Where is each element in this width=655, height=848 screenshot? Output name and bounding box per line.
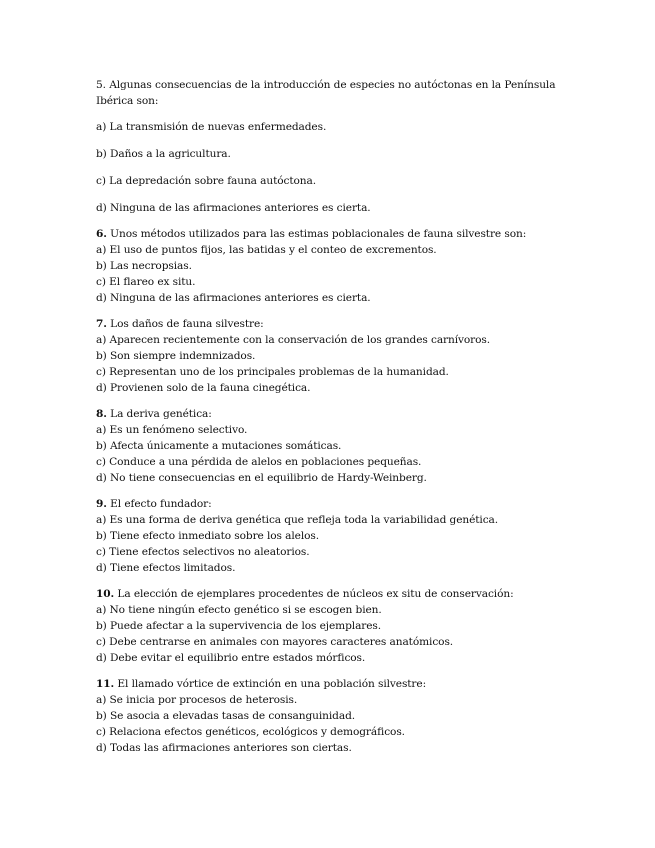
option-b: b) Puede afectar a la supervivencia de los ejemplares. bbox=[96, 620, 382, 632]
option-b: b) Afecta únicamente a mutaciones somáticas. bbox=[96, 440, 342, 452]
option-a: a) El uso de puntos fijos, las batidas y el conteo de excrementos. bbox=[96, 244, 437, 256]
option-c: c) Tiene efectos selectivos no aleatorios. bbox=[96, 546, 310, 558]
question-number: 11. bbox=[96, 678, 115, 690]
question-stem: Los daños de fauna silvestre: bbox=[110, 318, 264, 330]
question-6 bbox=[96, 226, 566, 306]
option-d: d) Ninguna de las afirmaciones anteriores es cierta. bbox=[96, 202, 371, 214]
question-stem: La deriva genética: bbox=[110, 408, 212, 420]
option-a: a) Se inicia por procesos de heterosis. bbox=[96, 694, 298, 706]
question-5 bbox=[96, 77, 566, 216]
question-text bbox=[96, 226, 566, 242]
question-stem: El efecto fundador: bbox=[110, 498, 212, 510]
question-number: 8. bbox=[96, 408, 107, 420]
question-text bbox=[96, 496, 566, 512]
option-b: b) Las necropsias. bbox=[96, 260, 192, 272]
option-c: c) La depredación sobre fauna autóctona. bbox=[96, 175, 317, 187]
option-d: d) Debe evitar el equilibrio entre estados mórficos. bbox=[96, 652, 366, 664]
question-number: 7. bbox=[96, 318, 107, 330]
question-number: 9. bbox=[96, 498, 107, 510]
option-a: a) Es un fenómeno selectivo. bbox=[96, 424, 248, 436]
question-9 bbox=[96, 496, 566, 576]
option-b: b) Daños a la agricultura. bbox=[96, 148, 231, 160]
option-a: a) La transmisión de nuevas enfermedades. bbox=[96, 121, 327, 133]
option-a: a) No tiene ningún efecto genético si se escogen bien. bbox=[96, 604, 382, 616]
option-d: d) Tiene efectos limitados. bbox=[96, 562, 236, 574]
question-number: 6. bbox=[96, 228, 107, 240]
question-7 bbox=[96, 316, 566, 396]
question-text bbox=[96, 406, 566, 422]
question-stem: Algunas consecuencias de la introducción de especies no autóctonas en la Península Ibérica son: bbox=[96, 79, 556, 107]
question-text bbox=[96, 77, 566, 109]
question-11 bbox=[96, 676, 566, 756]
question-stem: Unos métodos utilizados para las estimas poblacionales de fauna silvestre son: bbox=[110, 228, 527, 240]
option-a: a) Es una forma de deriva genética que refleja toda la variabilidad genética. bbox=[96, 514, 499, 526]
question-number: 10. bbox=[96, 588, 115, 600]
question-8 bbox=[96, 406, 566, 486]
option-d: d) Provienen solo de la fauna cinegética. bbox=[96, 382, 311, 394]
option-b: b) Se asocia a elevadas tasas de consanguinidad. bbox=[96, 710, 356, 722]
document-page bbox=[96, 77, 566, 756]
question-text bbox=[96, 586, 566, 602]
question-text bbox=[96, 316, 566, 332]
option-d: d) No tiene consecuencias en el equilibrio de Hardy-Weinberg. bbox=[96, 472, 427, 484]
option-c: c) El flareo ex situ. bbox=[96, 276, 196, 288]
option-a: a) Aparecen recientemente con la conservación de los grandes carnívoros. bbox=[96, 334, 491, 346]
option-c: c) Conduce a una pérdida de alelos en poblaciones pequeñas. bbox=[96, 456, 422, 468]
option-c: c) Relaciona efectos genéticos, ecológicos y demográficos. bbox=[96, 726, 405, 738]
question-number: 5. bbox=[96, 79, 106, 91]
option-c: c) Representan uno de los principales problemas de la humanidad. bbox=[96, 366, 449, 378]
option-c: c) Debe centrarse en animales con mayores caracteres anatómicos. bbox=[96, 636, 454, 648]
question-stem: La elección de ejemplares procedentes de núcleos ex situ de conservación: bbox=[117, 588, 514, 600]
option-b: b) Tiene efecto inmediato sobre los alelos. bbox=[96, 530, 319, 542]
option-d: d) Ninguna de las afirmaciones anteriores es cierta. bbox=[96, 292, 371, 304]
option-d: d) Todas las afirmaciones anteriores son ciertas. bbox=[96, 742, 352, 754]
question-stem: El llamado vórtice de extinción en una población silvestre: bbox=[117, 678, 427, 690]
question-text bbox=[96, 676, 566, 692]
question-10 bbox=[96, 586, 566, 666]
option-b: b) Son siempre indemnizados. bbox=[96, 350, 256, 362]
